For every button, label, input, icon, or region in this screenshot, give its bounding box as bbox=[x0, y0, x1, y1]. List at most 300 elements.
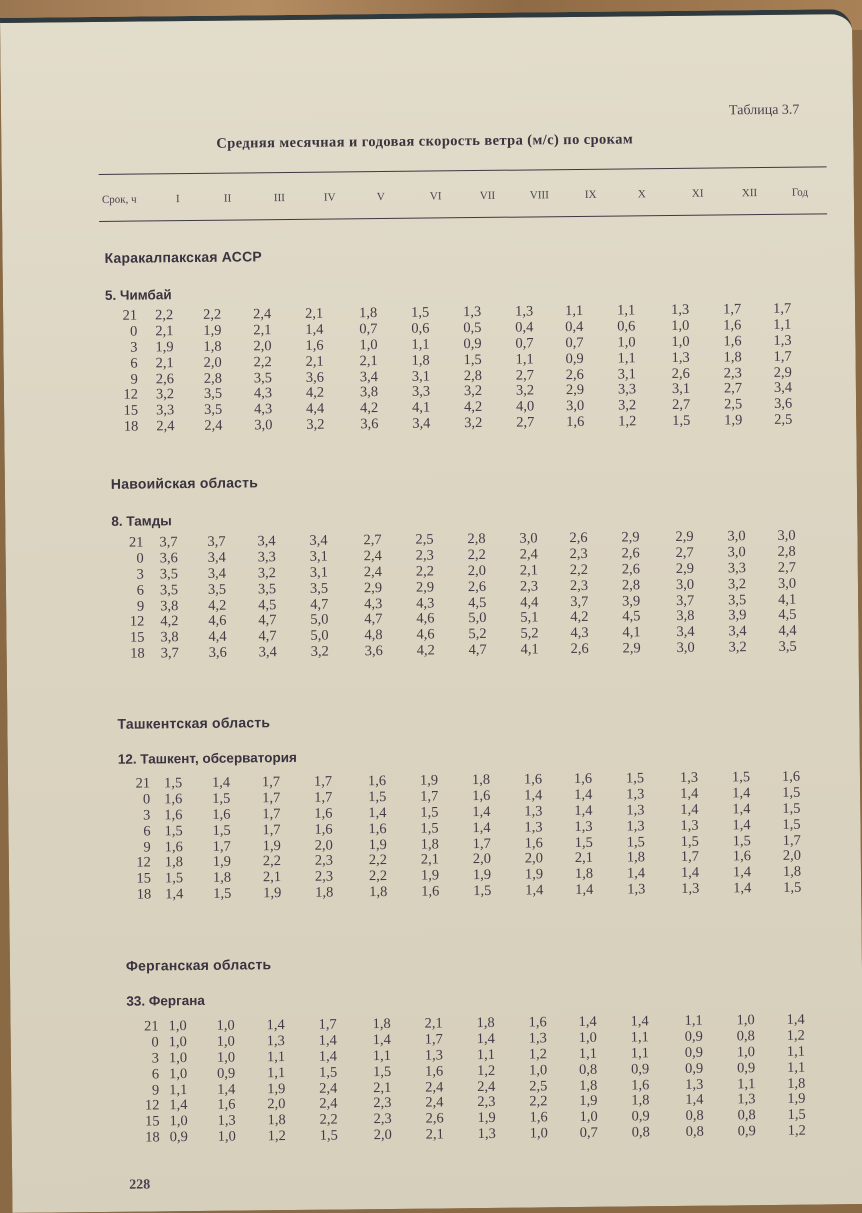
hour-cell: 0 bbox=[111, 324, 137, 340]
station-heading: 8. Тамды bbox=[111, 513, 172, 529]
value-cell: 3,2 bbox=[729, 640, 747, 656]
value-cell: 2,6 bbox=[672, 366, 690, 382]
value-cell: 4,2 bbox=[570, 610, 588, 626]
value-cell: 3,2 bbox=[618, 399, 636, 415]
value-cell: 1,7 bbox=[425, 1032, 443, 1048]
hour-cell: 3 bbox=[124, 808, 150, 824]
column-header: XI bbox=[692, 188, 704, 200]
value-cell: 2,1 bbox=[305, 307, 323, 323]
value-cell: 0,8 bbox=[737, 1029, 755, 1045]
value-cell: 1,3 bbox=[425, 1048, 443, 1064]
value-cell: 3,8 bbox=[160, 631, 178, 647]
value-cell: 1,4 bbox=[524, 788, 542, 804]
value-cell: 3,2 bbox=[306, 418, 324, 434]
value-cell: 1,4 bbox=[685, 1093, 703, 1109]
hour-cell: 0 bbox=[133, 1035, 159, 1051]
value-cell: 1,4 bbox=[477, 1032, 495, 1048]
value-cell: 5,1 bbox=[520, 611, 538, 627]
value-cell: 3,7 bbox=[207, 535, 225, 551]
column-header: Год bbox=[792, 187, 808, 199]
hour-cell: 12 bbox=[125, 856, 151, 872]
value-cell: 3,1 bbox=[672, 382, 690, 398]
value-cell: 2,4 bbox=[156, 419, 174, 435]
value-cell: 2,6 bbox=[622, 562, 640, 578]
value-cell: 1,3 bbox=[267, 1034, 285, 1050]
value-cell: 0,6 bbox=[411, 321, 429, 337]
value-cell: 1,7 bbox=[318, 1018, 336, 1034]
value-cell: 1,3 bbox=[627, 883, 645, 899]
value-cell: 3,5 bbox=[728, 593, 746, 609]
value-cell: 1,4 bbox=[574, 804, 592, 820]
value-cell: 1,8 bbox=[575, 867, 593, 883]
value-cell: 2,7 bbox=[672, 398, 690, 414]
hour-cell: 18 bbox=[134, 1131, 160, 1147]
value-cell: 1,4 bbox=[472, 821, 490, 837]
value-cell: 2,2 bbox=[155, 308, 173, 324]
value-cell: 0,4 bbox=[565, 320, 583, 336]
value-cell: 0,8 bbox=[686, 1125, 704, 1141]
value-cell: 1,3 bbox=[515, 304, 533, 320]
value-cell: 1,8 bbox=[359, 306, 377, 322]
value-cell: 3,5 bbox=[208, 582, 226, 598]
value-cell: 1,7 bbox=[262, 807, 280, 823]
value-cell: 1,9 bbox=[203, 324, 221, 340]
annual-value-cell: 3,0 bbox=[777, 529, 795, 545]
value-cell: 2,2 bbox=[369, 853, 387, 869]
value-cell: 2,3 bbox=[477, 1095, 495, 1111]
value-cell: 2,6 bbox=[569, 531, 587, 547]
value-cell: 1,8 bbox=[476, 1016, 494, 1032]
value-cell: 2,7 bbox=[363, 533, 381, 549]
value-cell: 3,1 bbox=[618, 367, 636, 383]
value-cell: 3,6 bbox=[160, 551, 178, 567]
value-cell: 1,9 bbox=[263, 839, 281, 855]
hour-cell: 3 bbox=[111, 340, 137, 356]
value-cell: 4,2 bbox=[360, 401, 378, 417]
value-cell: 1,5 bbox=[212, 792, 230, 808]
hour-cell: 6 bbox=[112, 356, 138, 372]
value-cell: 1,4 bbox=[373, 1033, 391, 1049]
value-cell: 2,4 bbox=[319, 1097, 337, 1113]
value-cell: 1,3 bbox=[671, 303, 689, 319]
value-cell: 0,6 bbox=[617, 319, 635, 335]
value-cell: 3,8 bbox=[160, 599, 178, 615]
value-cell: 1,3 bbox=[737, 1093, 755, 1109]
value-cell: 1,4 bbox=[680, 787, 698, 803]
value-cell: 2,3 bbox=[570, 547, 588, 563]
annual-value-cell: 1,7 bbox=[773, 302, 791, 318]
table-title: Средняя месячная и годовая скорость ветра (м/с) по срокам bbox=[216, 131, 633, 152]
column-header: VI bbox=[430, 190, 442, 202]
value-cell: 1,4 bbox=[217, 1082, 235, 1098]
value-cell: 4,6 bbox=[208, 614, 226, 630]
value-cell: 2,2 bbox=[570, 563, 588, 579]
value-cell: 1,4 bbox=[627, 867, 645, 883]
value-cell: 2,2 bbox=[468, 548, 486, 564]
value-cell: 1,0 bbox=[168, 1019, 186, 1035]
value-cell: 2,2 bbox=[263, 855, 281, 871]
value-cell: 3,2 bbox=[464, 416, 482, 432]
value-cell: 1,1 bbox=[411, 337, 429, 353]
value-cell: 1,5 bbox=[681, 834, 699, 850]
value-cell: 1,5 bbox=[733, 834, 751, 850]
page-number: 228 bbox=[129, 1177, 150, 1193]
value-cell: 1,0 bbox=[671, 335, 689, 351]
value-cell: 1,6 bbox=[524, 772, 542, 788]
value-cell: 1,1 bbox=[737, 1077, 755, 1093]
value-cell: 5,0 bbox=[310, 613, 328, 629]
value-cell: 3,7 bbox=[159, 535, 177, 551]
value-cell: 1,7 bbox=[314, 775, 332, 791]
value-cell: 1,9 bbox=[579, 1094, 597, 1110]
value-cell: 4,1 bbox=[412, 401, 430, 417]
value-cell: 1,3 bbox=[478, 1127, 496, 1143]
hour-cell: 15 bbox=[118, 631, 144, 647]
value-cell: 2,4 bbox=[364, 549, 382, 565]
value-cell: 2,4 bbox=[364, 565, 382, 581]
value-cell: 4,7 bbox=[364, 612, 382, 628]
value-cell: 1,1 bbox=[477, 1048, 495, 1064]
value-cell: 2,6 bbox=[156, 372, 174, 388]
value-cell: 1,8 bbox=[372, 1017, 390, 1033]
value-cell: 4,4 bbox=[208, 630, 226, 646]
value-cell: 0,7 bbox=[515, 336, 533, 352]
value-cell: 1,8 bbox=[421, 837, 439, 853]
value-cell: 1,0 bbox=[169, 1067, 187, 1083]
value-cell: 1,0 bbox=[671, 319, 689, 335]
hour-cell: 21 bbox=[132, 1019, 158, 1035]
value-cell: 1,6 bbox=[723, 318, 741, 334]
value-cell: 1,5 bbox=[164, 776, 182, 792]
hour-cell: 15 bbox=[133, 1115, 159, 1131]
value-cell: 2,3 bbox=[570, 579, 588, 595]
header-bottom-rule bbox=[99, 213, 827, 222]
value-cell: 1,6 bbox=[529, 1111, 547, 1127]
value-cell: 2,3 bbox=[416, 548, 434, 564]
value-cell: 1,8 bbox=[213, 871, 231, 887]
value-cell: 1,4 bbox=[212, 776, 230, 792]
column-header: I bbox=[176, 193, 180, 205]
value-cell: 2,4 bbox=[319, 1081, 337, 1097]
value-cell: 1,4 bbox=[472, 805, 490, 821]
value-cell: 3,4 bbox=[259, 645, 277, 661]
value-cell: 1,0 bbox=[169, 1035, 187, 1051]
value-cell: 2,0 bbox=[525, 852, 543, 868]
value-cell: 0,5 bbox=[463, 321, 481, 337]
value-cell: 1,0 bbox=[216, 1019, 234, 1035]
hour-cell: 21 bbox=[117, 536, 143, 552]
value-cell: 2,9 bbox=[566, 383, 584, 399]
annual-value-cell: 1,1 bbox=[773, 318, 791, 334]
value-cell: 3,5 bbox=[204, 403, 222, 419]
value-cell: 2,4 bbox=[425, 1096, 443, 1112]
annual-value-cell: 1,3 bbox=[773, 334, 791, 350]
value-cell: 3,3 bbox=[728, 561, 746, 577]
hour-cell: 9 bbox=[125, 840, 151, 856]
annual-value-cell: 3,5 bbox=[779, 640, 797, 656]
value-cell: 2,1 bbox=[306, 354, 324, 370]
value-cell: 2,3 bbox=[315, 870, 333, 886]
value-cell: 1,5 bbox=[368, 790, 386, 806]
value-cell: 3,4 bbox=[257, 534, 275, 550]
value-cell: 0,7 bbox=[359, 322, 377, 338]
value-cell: 1,9 bbox=[477, 1111, 495, 1127]
value-cell: 2,0 bbox=[315, 838, 333, 854]
value-cell: 2,9 bbox=[621, 530, 639, 546]
value-cell: 3,4 bbox=[309, 534, 327, 550]
value-cell: 4,4 bbox=[306, 402, 324, 418]
value-cell: 1,5 bbox=[672, 414, 690, 430]
value-cell: 1,5 bbox=[373, 1065, 391, 1081]
value-cell: 1,9 bbox=[155, 340, 173, 356]
value-cell: 1,2 bbox=[529, 1047, 547, 1063]
value-cell: 1,1 bbox=[565, 304, 583, 320]
value-cell: 1,1 bbox=[631, 1046, 649, 1062]
annual-value-cell: 2,9 bbox=[774, 365, 792, 381]
value-cell: 1,7 bbox=[681, 850, 699, 866]
value-cell: 1,6 bbox=[217, 1098, 235, 1114]
value-cell: 3,1 bbox=[412, 369, 430, 385]
value-cell: 2,4 bbox=[520, 547, 538, 563]
value-cell: 1,9 bbox=[421, 869, 439, 885]
value-cell: 4,7 bbox=[310, 597, 328, 613]
value-cell: 1,4 bbox=[732, 818, 750, 834]
annual-value-cell: 1,5 bbox=[782, 786, 800, 802]
value-cell: 1,6 bbox=[212, 807, 230, 823]
value-cell: 4,7 bbox=[469, 643, 487, 659]
value-cell: 3,5 bbox=[258, 582, 276, 598]
value-cell: 1,3 bbox=[574, 820, 592, 836]
value-cell: 4,1 bbox=[622, 626, 640, 642]
value-cell: 4,1 bbox=[521, 643, 539, 659]
hour-cell: 15 bbox=[125, 872, 151, 888]
value-cell: 1,6 bbox=[164, 808, 182, 824]
value-cell: 2,0 bbox=[253, 339, 271, 355]
hour-cell: 18 bbox=[119, 647, 145, 663]
annual-value-cell: 2,7 bbox=[778, 560, 796, 576]
region-heading: Ферганская область bbox=[126, 956, 272, 974]
value-cell: 4,7 bbox=[258, 614, 276, 630]
value-cell: 2,8 bbox=[204, 371, 222, 387]
value-cell: 4,5 bbox=[258, 598, 276, 614]
value-cell: 1,6 bbox=[723, 334, 741, 350]
value-cell: 2,2 bbox=[254, 355, 272, 371]
value-cell: 4,7 bbox=[258, 629, 276, 645]
value-cell: 0,8 bbox=[632, 1125, 650, 1141]
hour-cell: 12 bbox=[112, 388, 138, 404]
value-cell: 2,1 bbox=[421, 853, 439, 869]
value-cell: 2,4 bbox=[253, 307, 271, 323]
annual-value-cell: 1,2 bbox=[787, 1029, 805, 1045]
value-cell: 1,0 bbox=[530, 1127, 548, 1143]
hour-cell: 6 bbox=[133, 1067, 159, 1083]
value-cell: 2,5 bbox=[415, 532, 433, 548]
value-cell: 4,5 bbox=[622, 610, 640, 626]
station-heading: 33. Фергана bbox=[126, 993, 205, 1009]
value-cell: 3,6 bbox=[306, 370, 324, 386]
value-cell: 1,0 bbox=[579, 1031, 597, 1047]
value-cell: 1,6 bbox=[631, 1078, 649, 1094]
value-cell: 1,0 bbox=[579, 1110, 597, 1126]
value-cell: 3,4 bbox=[728, 625, 746, 641]
value-cell: 2,1 bbox=[155, 324, 173, 340]
value-cell: 2,1 bbox=[426, 1128, 444, 1144]
column-header: X bbox=[638, 188, 646, 200]
value-cell: 1,8 bbox=[631, 1094, 649, 1110]
annual-value-cell: 3,6 bbox=[774, 397, 792, 413]
value-cell: 3,4 bbox=[412, 417, 430, 433]
value-cell: 1,5 bbox=[212, 823, 230, 839]
value-cell: 5,0 bbox=[468, 611, 486, 627]
value-cell: 1,5 bbox=[575, 835, 593, 851]
value-cell: 1,4 bbox=[165, 887, 183, 903]
value-cell: 3,7 bbox=[570, 594, 588, 610]
value-cell: 3,9 bbox=[622, 594, 640, 610]
annual-value-cell: 1,5 bbox=[782, 801, 800, 817]
region-heading: Ташкентская область bbox=[117, 714, 270, 732]
value-cell: 2,6 bbox=[566, 367, 584, 383]
value-cell: 1,5 bbox=[164, 824, 182, 840]
value-cell: 3,6 bbox=[209, 646, 227, 662]
value-cell: 3,2 bbox=[156, 388, 174, 404]
value-cell: 2,6 bbox=[425, 1112, 443, 1128]
value-cell: 4,2 bbox=[160, 615, 178, 631]
column-header: VIII bbox=[530, 189, 549, 201]
value-cell: 0,7 bbox=[580, 1126, 598, 1142]
value-cell: 1,8 bbox=[315, 886, 333, 902]
annual-value-cell: 1,8 bbox=[783, 865, 801, 881]
value-cell: 1,8 bbox=[472, 773, 490, 789]
annual-value-cell: 1,5 bbox=[782, 817, 800, 833]
column-header: IX bbox=[585, 189, 597, 201]
value-cell: 1,1 bbox=[579, 1047, 597, 1063]
value-cell: 1,5 bbox=[464, 353, 482, 369]
value-cell: 1,4 bbox=[732, 786, 750, 802]
value-cell: 1,6 bbox=[314, 822, 332, 838]
value-cell: 2,1 bbox=[263, 870, 281, 886]
station-data-block bbox=[109, 536, 110, 663]
value-cell: 2,5 bbox=[529, 1079, 547, 1095]
hour-cell: 12 bbox=[133, 1099, 159, 1115]
value-cell: 2,2 bbox=[369, 869, 387, 885]
value-cell: 1,2 bbox=[477, 1064, 495, 1080]
value-cell: 1,5 bbox=[319, 1065, 337, 1081]
value-cell: 2,0 bbox=[468, 564, 486, 580]
value-cell: 2,1 bbox=[156, 356, 174, 372]
value-cell: 3,2 bbox=[258, 566, 276, 582]
station-heading: 5. Чимбай bbox=[105, 287, 172, 303]
value-cell: 0,9 bbox=[217, 1066, 235, 1082]
region-heading: Навоийская область bbox=[111, 474, 258, 492]
value-cell: 3,4 bbox=[208, 566, 226, 582]
value-cell: 3,9 bbox=[728, 609, 746, 625]
value-cell: 1,6 bbox=[472, 789, 490, 805]
value-cell: 1,4 bbox=[574, 788, 592, 804]
value-cell: 1,0 bbox=[217, 1034, 235, 1050]
value-cell: 3,5 bbox=[254, 371, 272, 387]
value-cell: 3,2 bbox=[464, 384, 482, 400]
hour-cell: 0 bbox=[118, 551, 144, 567]
value-cell: 1,5 bbox=[627, 835, 645, 851]
value-cell: 4,2 bbox=[417, 644, 435, 660]
value-cell: 2,4 bbox=[477, 1079, 495, 1095]
value-cell: 1,8 bbox=[724, 350, 742, 366]
hour-cell: 9 bbox=[118, 599, 144, 615]
column-header-hour: Срок, ч bbox=[102, 194, 137, 206]
value-cell: 0,7 bbox=[565, 336, 583, 352]
value-cell: 2,1 bbox=[424, 1016, 442, 1032]
value-cell: 1,4 bbox=[266, 1018, 284, 1034]
value-cell: 2,6 bbox=[622, 546, 640, 562]
column-header: II bbox=[224, 193, 231, 205]
value-cell: 4,2 bbox=[464, 400, 482, 416]
value-cell: 1,5 bbox=[420, 805, 438, 821]
value-cell: 1,9 bbox=[724, 413, 742, 429]
value-cell: 2,9 bbox=[675, 530, 693, 546]
value-cell: 2,9 bbox=[364, 581, 382, 597]
value-cell: 0,8 bbox=[685, 1109, 703, 1125]
value-cell: 1,0 bbox=[169, 1114, 187, 1130]
value-cell: 1,4 bbox=[169, 1099, 187, 1115]
value-cell: 2,6 bbox=[571, 642, 589, 658]
value-cell: 1,3 bbox=[672, 350, 690, 366]
value-cell: 2,8 bbox=[467, 532, 485, 548]
value-cell: 1,7 bbox=[473, 836, 491, 852]
value-cell: 3,1 bbox=[310, 565, 328, 581]
value-cell: 2,8 bbox=[464, 369, 482, 385]
value-cell: 2,4 bbox=[425, 1080, 443, 1096]
value-cell: 1,8 bbox=[579, 1078, 597, 1094]
value-cell: 1,7 bbox=[723, 302, 741, 318]
value-cell: 2,2 bbox=[416, 564, 434, 580]
value-cell: 0,9 bbox=[631, 1110, 649, 1126]
value-cell: 3,3 bbox=[156, 404, 174, 420]
value-cell: 1,3 bbox=[524, 804, 542, 820]
value-cell: 1,1 bbox=[169, 1083, 187, 1099]
value-cell: 1,5 bbox=[411, 306, 429, 322]
value-cell: 1,4 bbox=[578, 1015, 596, 1031]
hour-cell: 18 bbox=[125, 888, 151, 904]
value-cell: 1,0 bbox=[617, 335, 635, 351]
annual-value-cell: 1,5 bbox=[783, 881, 801, 897]
annual-value-cell: 1,4 bbox=[786, 1013, 804, 1029]
value-cell: 3,3 bbox=[618, 383, 636, 399]
value-cell: 1,6 bbox=[305, 338, 323, 354]
column-header: VII bbox=[480, 190, 495, 202]
value-cell: 0,8 bbox=[737, 1108, 755, 1124]
annual-value-cell: 3,4 bbox=[774, 381, 792, 397]
value-cell: 1,3 bbox=[626, 787, 644, 803]
value-cell: 1,5 bbox=[320, 1129, 338, 1145]
value-cell: 1,6 bbox=[425, 1064, 443, 1080]
value-cell: 1,0 bbox=[736, 1013, 754, 1029]
value-cell: 1,4 bbox=[525, 884, 543, 900]
value-cell: 1,7 bbox=[420, 789, 438, 805]
value-cell: 1,6 bbox=[368, 822, 386, 838]
annual-value-cell: 1,2 bbox=[788, 1124, 806, 1140]
value-cell: 1,1 bbox=[631, 1030, 649, 1046]
value-cell: 3,0 bbox=[676, 577, 694, 593]
annual-value-cell: 2,8 bbox=[778, 545, 796, 561]
value-cell: 0,9 bbox=[685, 1045, 703, 1061]
value-cell: 1,8 bbox=[627, 851, 645, 867]
station-data-block bbox=[103, 309, 104, 436]
value-cell: 2,9 bbox=[416, 580, 434, 596]
value-cell: 2,1 bbox=[520, 563, 538, 579]
value-cell: 1,5 bbox=[213, 887, 231, 903]
value-cell: 2,0 bbox=[267, 1098, 285, 1114]
value-cell: 3,2 bbox=[728, 577, 746, 593]
